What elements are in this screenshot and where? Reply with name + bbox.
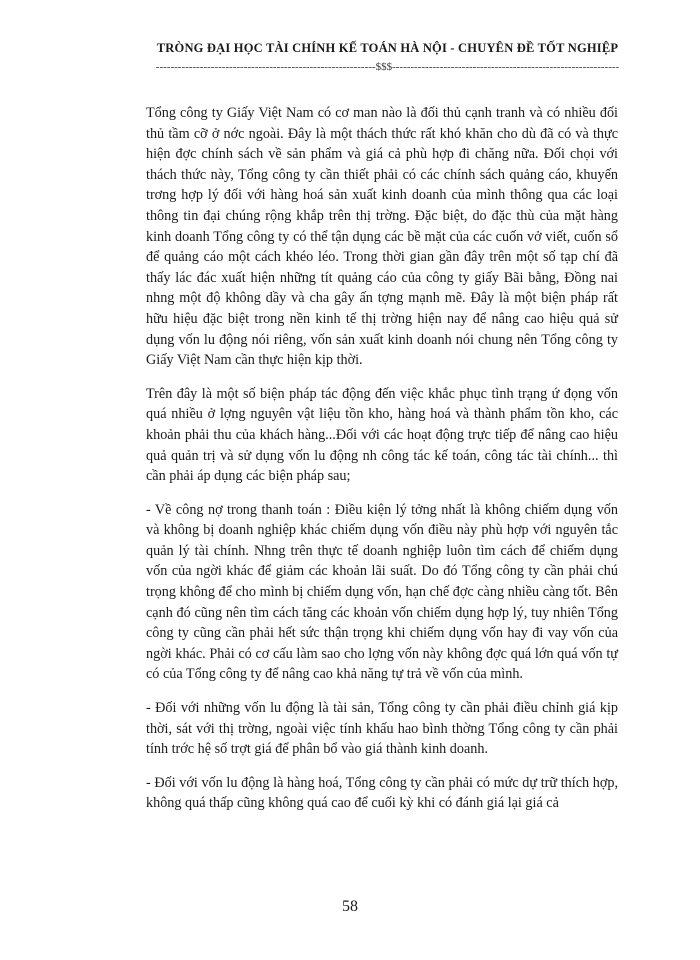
paragraph-3: - Về công nợ trong thanh toán : Điều kiện lý tởng nhất là không chiếm dụng vốn và không bị doanh nghiệp khác chiếm dụng vốn điều này phù hợp với nguyên tắc quản lý tài chính. Nhng trên thực tế doanh nghiệp luôn tìm cách để chiếm dụng vốn của ngời khác để giảm các khoản lãi suất. Do đó Tổng công ty cần phải chú trọng không để cho mình bị chiếm dụng vốn, hạn chế đợc càng nhiều càng tốt. Bên cạnh đó cũng nên tìm cách tăng các khoản vốn chiếm dụng hợp lý, tuy nhiên Tổng công ty cũng cần phải hết sức thận trọng khi chiếm dụng vốn hay đi vay vốn của ngời khác. Phải có cơ cấu làm sao cho lợng vốn này không đợc quá lớn quá vốn tự có của Tổng công ty để nâng cao khả năng tự trả về vốn của mình. bbox=[146, 501, 618, 683]
paragraph-4: - Đối với những vốn lu động là tài sản, Tổng công ty cần phải điều chỉnh giá kịp thời, sát với thị trờng, ngoài việc tính khấu hao bình thờng Tổng công ty cần phải tính trớc hệ số trợt giá để phân bổ vào giá thành kinh doanh. bbox=[146, 700, 618, 758]
paragraph-1: Tổng công ty Giấy Việt Nam có cơ man nào là đối thủ cạnh tranh và có nhiều đối thủ tầm cỡ ở nớc ngoài. Đây là một thách thức rất khó khăn cho dù đã có và thực hiện đợc chính sách về sản phẩm và giá cả phù hợp đi chăng nữa. Đối chọi với thách thức này, Tổng công ty cần thiết phải có các chính sách quảng cáo, khuyến trơng hợp lý đối với hàng hoá sản xuất kinh doanh của mình thông qua các loại thông tin đại chúng rộng khắp trên thị trờng. Đặc biệt, do đặc thù của mặt hàng kinh doanh Tổng công ty có thể tận dụng các bề mặt của các cuốn vở viết, cuốn sổ để quảng cáo một cách khéo léo. Trong thời gian gần đây trên một số tạp chí đã thấy lác đác xuất hiện những tít quảng cáo của công ty giấy Bãi bằng, Đồng nai nhng một độ không dầy và cha gây ấn tợng mạnh mẽ. Đây là một biện pháp rất hữu hiệu đặc biệt trong nền kinh tế thị trờng hiện nay để nâng cao hiệu quả sử dụng vốn lu động nói riêng, vốn sản xuất kinh doanh nói chung nên Tổng công ty Giấy Việt Nam cần thực hiện kịp thời. bbox=[146, 105, 618, 369]
paragraph-2: Trên đây là một số biện pháp tác động đến việc khắc phục tình trạng ứ đọng vốn quá nhiều ở lợng nguyên vật liệu tồn kho, hàng hoá và thành phẩm tồn kho, các khoản phải thu của khách hàng...Đối với các hoạt động trực tiếp để nâng cao hiệu quả quản trị và sử dụng vốn lu động nh công tác kế toán, công tác tài chính... thì cần phải áp dụng các biện pháp sau; bbox=[146, 385, 618, 485]
page-number: 58 bbox=[342, 898, 358, 915]
paragraph-5: - Đối với vốn lu động là hàng hoá, Tổng công ty cần phải có mức dự trữ thích hợp, không quá thấp cũng không quá cao để cuối kỳ khi có đánh giá lại giá cả bbox=[146, 774, 618, 812]
body-text bbox=[146, 103, 618, 827]
running-header-title: TRÒNG ĐẠI HỌC TÀI CHÍNH KẾ TOÁN HÀ NỘI - CHUYÊN ĐỀ TỐT NGHIỆP bbox=[156, 41, 619, 55]
header-divider: ------------------------------------------------------------$$$-------------------------------------------------------------- bbox=[155, 61, 620, 73]
